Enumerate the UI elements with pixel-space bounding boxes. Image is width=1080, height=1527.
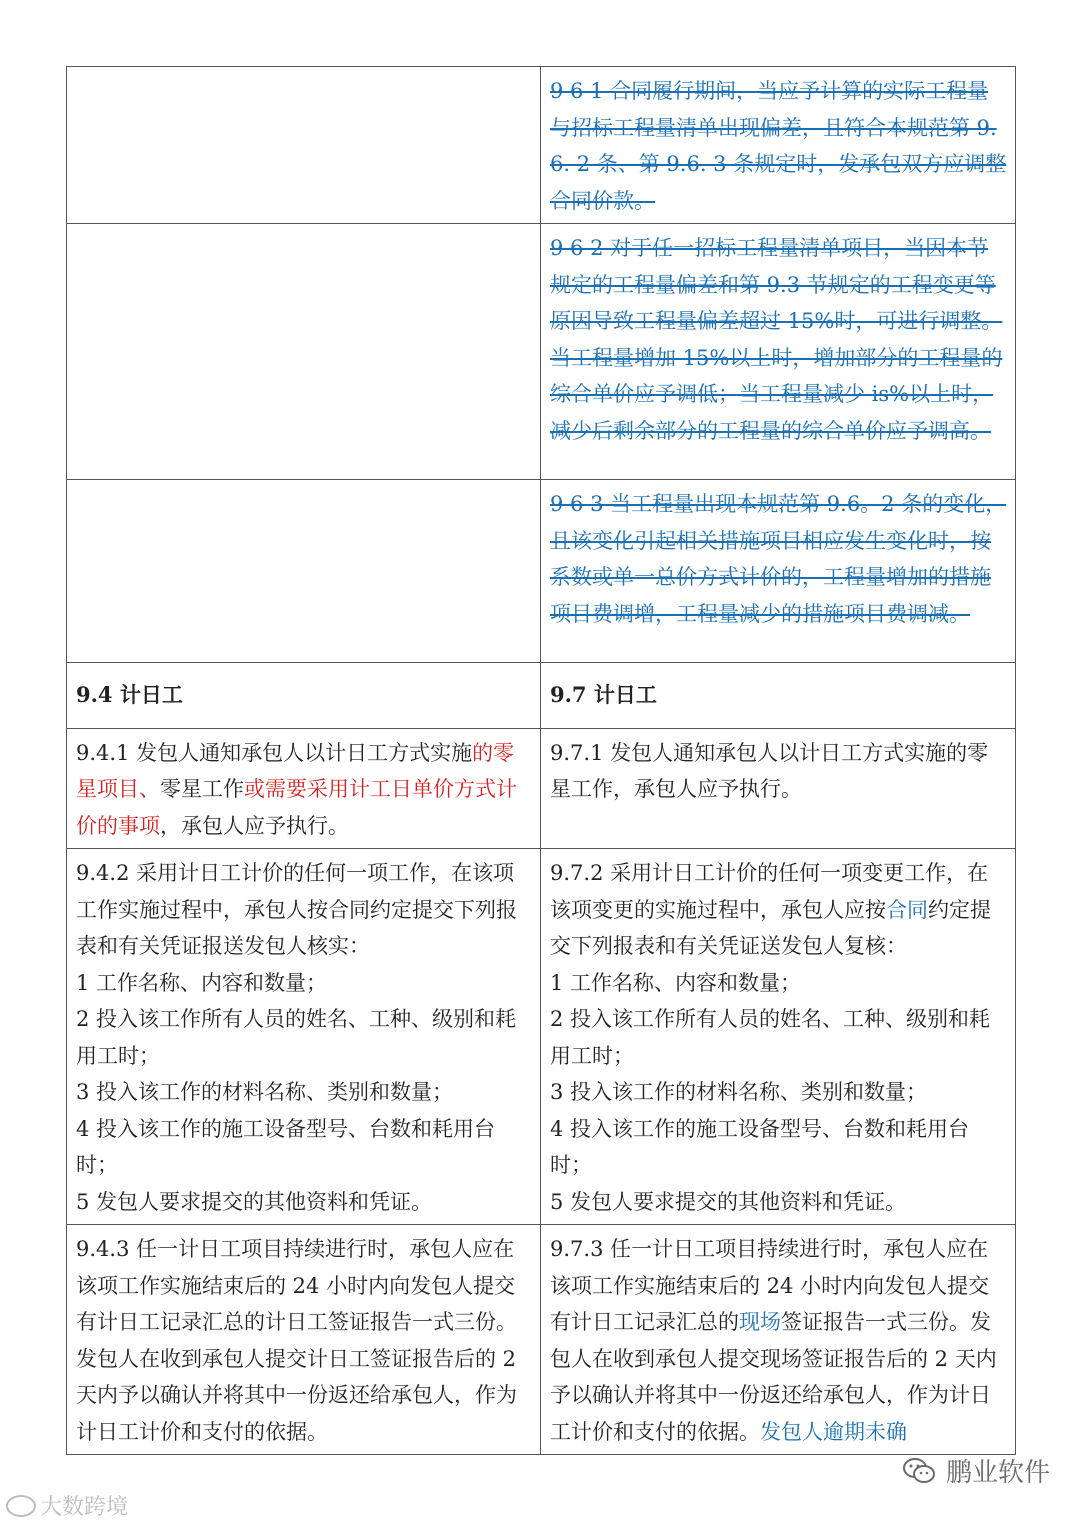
watermark-right [902, 1452, 1050, 1489]
cell-left-empty [67, 224, 541, 480]
clause-941-text: 9.4.1 发包人通知承包人以计日工方式实施 [76, 740, 473, 765]
clause-972-text: 9.7.2 采用计日工计价的任何一项变更工作，在该项变更的实施过程中，承包人应按 [550, 861, 989, 922]
logo-icon [6, 1495, 36, 1517]
clause-941-text: ，承包人应予执行。 [160, 813, 349, 838]
table-row [67, 224, 1016, 480]
clause-941-insert: 的零星项目、 [76, 740, 515, 801]
cell-left-empty [67, 480, 541, 663]
clause-973-text: 签证报告一式三份。发包人在收到承包人提交现场签证报告后的 2 天内予以确认并将其中一份返还给承包人，作为计日工计价和支付的依据。 [550, 1310, 997, 1444]
list-item: 3 投入该工作的材料名称、类别和数量； [76, 1080, 454, 1104]
clause-973 [541, 1225, 1016, 1455]
clause-971: 9.7.1 发包人通知承包人以计日工方式实施的零星工作，承包人应予执行。 [541, 728, 1016, 849]
list-item: 5 发包人要求提交的其他资料和凭证。 [76, 1189, 433, 1214]
list-item: 2 投入该工作所有人员的姓名、工种、级别和耗用工时； [76, 1007, 517, 1068]
watermark-left [6, 1490, 128, 1521]
cell-left-empty [67, 67, 541, 224]
section-title-right: 9.7 计日工 [541, 663, 1016, 729]
list-item: 1 工作名称、内容和数量； [76, 970, 328, 995]
watermark-right-text: 鹏业软件 [945, 1458, 1050, 1488]
clause-973-insert: 现场 [739, 1310, 781, 1334]
clause-943: 9.4.3 任一计日工项目持续进行时，承包人应在该项工作实施结束后的 24 小时内向发包人提交有计日工记录汇总的计日工签证报告一式三份。发包人在收到承包人提交计日工签证报告后的 2 天内予以确认并将其中一份返还给承包人，作为计日工计价和支付的依据。 [67, 1225, 541, 1455]
clause-941 [67, 728, 541, 849]
comparison-table [66, 66, 1016, 1455]
table-row [67, 728, 1016, 849]
list-item: 2 投入该工作所有人员的姓名、工种、级别和耗用工时； [550, 1007, 991, 1068]
list-item: 3 投入该工作的材料名称、类别和数量； [550, 1080, 928, 1104]
clause-972 [541, 849, 1016, 1225]
list-item: 4 投入该工作的施工设备型号、台数和耗用台时； [76, 1116, 496, 1177]
clause-961-deleted: 9 6 1 合同履行期间，当应予计算的实际工程量与招标工程量清单出现偏差，且符合本规范第 9.6. 2 条、第 9.6. 3 条规定时，发承包双方应调整合同价款。 [541, 67, 1016, 224]
list-item: 4 投入该工作的施工设备型号、台数和耗用台时； [550, 1116, 970, 1177]
clause-942 [67, 849, 541, 1225]
table-row [67, 849, 1016, 1225]
section-title-left: 9.4 计日工 [67, 663, 541, 729]
watermark-left-text: 大数跨境 [40, 1495, 129, 1520]
table-row [67, 1225, 1016, 1455]
clause-941-text: 零星工作 [160, 777, 244, 801]
clause-962-deleted: 9 6 2 对于任一招标工程量清单项目，当因本节规定的工程量偏差和第 9.3 节规定的工程变更等原因导致工程量偏差超过 15%时，可进行调整。当工程量增加 15%以上时，增加部分的工程量的综合单价应予调低；当工程量减少 is%以上时，减少后剩余部分的工程量的综合单价应予调高。 [541, 224, 1016, 480]
wechat-icon [902, 1457, 936, 1485]
clause-963-deleted: 9 6 3 当工程量出现本规范第 9.6。2 条的变化，且该变化引起相关措施项目相应发生变化时，按系数或单一总价方式计价的，工程量增加的措施项目费调增，工程量减少的措施项目费调减。 [541, 480, 1016, 663]
list-item: 1 工作名称、内容和数量； [550, 970, 802, 995]
clause-941-insert: 或需要采用计工日单价方式计价的事项 [76, 777, 517, 838]
clause-973-text: 9.7.3 任一计日工项目持续进行时，承包人应在该项工作实施结束后的 24 小时内向发包人提交有计日工记录汇总的 [550, 1237, 990, 1334]
clause-973-insert: 发包人逾期未确 [760, 1419, 907, 1444]
table-row [67, 67, 1016, 224]
clause-972-insert: 合同 [886, 897, 928, 922]
section-header-row [67, 663, 1016, 729]
list-item: 5 发包人要求提交的其他资料和凭证。 [550, 1189, 907, 1214]
clause-972-text: 约定提交下列报表和有关凭证送发包人复核： [550, 897, 991, 958]
clause-972-intro [550, 855, 1007, 965]
clause-942-intro: 9.4.2 采用计日工计价的任何一项工作，在该项工作实施过程中，承包人按合同约定提交下列报表和有关凭证报送发包人核实： [76, 861, 517, 958]
table-row [67, 480, 1016, 663]
